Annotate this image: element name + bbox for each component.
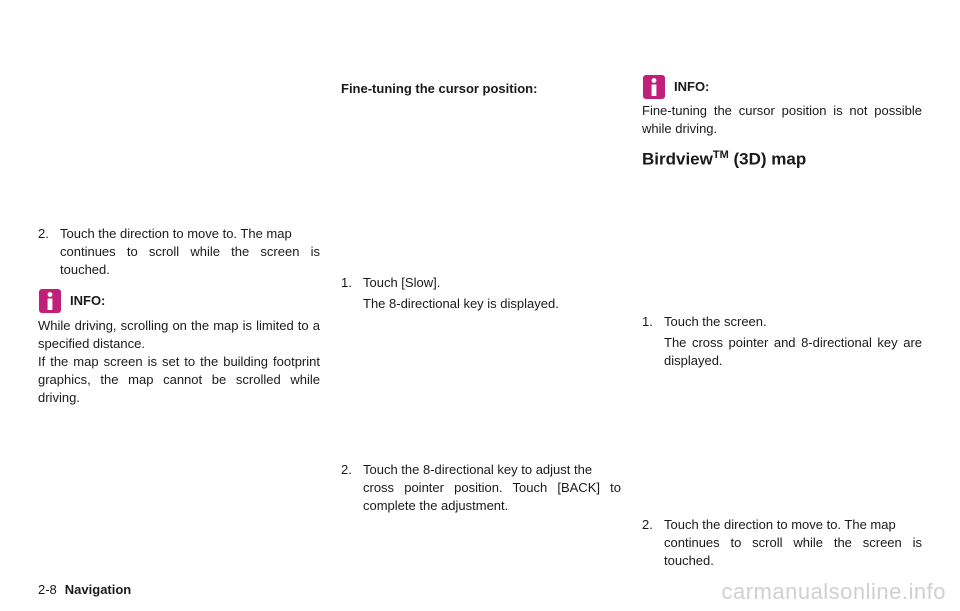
step-number: 1. <box>642 314 653 329</box>
right-info-block <box>642 74 922 138</box>
step-text-rest: continues to scroll while the screen is touched. <box>664 535 922 568</box>
info-icon <box>642 74 666 100</box>
page-footer <box>38 581 131 599</box>
heading-main: Birdview <box>642 149 713 169</box>
watermark: carmanualsonline.info <box>721 579 946 604</box>
heading-suffix: (3D) map <box>728 149 807 169</box>
step-number: 2. <box>341 462 352 477</box>
left-step-2 <box>38 225 320 279</box>
info-label: INFO: <box>70 293 106 308</box>
info-text-2: If the map screen is set to the building footprint graphics, the map cannot be scrolled while driving. <box>38 354 320 405</box>
step-text-line1: Touch the direction to move to. The map <box>664 517 896 532</box>
step-text-rest: cross pointer position. Touch [BACK] to complete the adjustment. <box>363 480 621 513</box>
info-label: INFO: <box>674 79 710 94</box>
step-text: Touch the screen. <box>664 314 767 329</box>
info-icon <box>38 288 62 314</box>
step-number: 1. <box>341 275 352 290</box>
step-text-line1: Touch the 8-directional key to adjust the <box>363 462 593 477</box>
right-step-1 <box>642 313 922 370</box>
step-text-line1: Touch the direction to move to. The map <box>60 226 292 241</box>
section-name: Navigation <box>64 582 132 597</box>
step-number: 2. <box>38 226 49 241</box>
step-text: Touch [Slow]. <box>363 275 441 290</box>
page-number: 2-8 <box>38 582 57 597</box>
left-info-block <box>38 288 320 407</box>
info-header <box>38 288 320 314</box>
step-subtext: The 8-directional key is displayed. <box>363 296 559 311</box>
middle-step-2 <box>341 461 621 515</box>
birdview-heading <box>642 144 922 171</box>
step-subtext: The cross pointer and 8-directional key are displayed. <box>664 335 922 368</box>
right-step-2 <box>642 516 922 570</box>
middle-step-1 <box>341 274 621 313</box>
middle-heading: Fine-tuning the cursor position: <box>341 81 538 96</box>
step-number: 2. <box>642 517 653 532</box>
info-text-1: While driving, scrolling on the map is limited to a specified distance. <box>38 318 320 351</box>
heading-trademark: TM <box>712 149 729 161</box>
info-text: Fine-tuning the cursor position is not possible while driving. <box>642 103 922 136</box>
info-header <box>642 74 922 100</box>
step-text-rest: continues to scroll while the screen is touched. <box>60 244 320 277</box>
